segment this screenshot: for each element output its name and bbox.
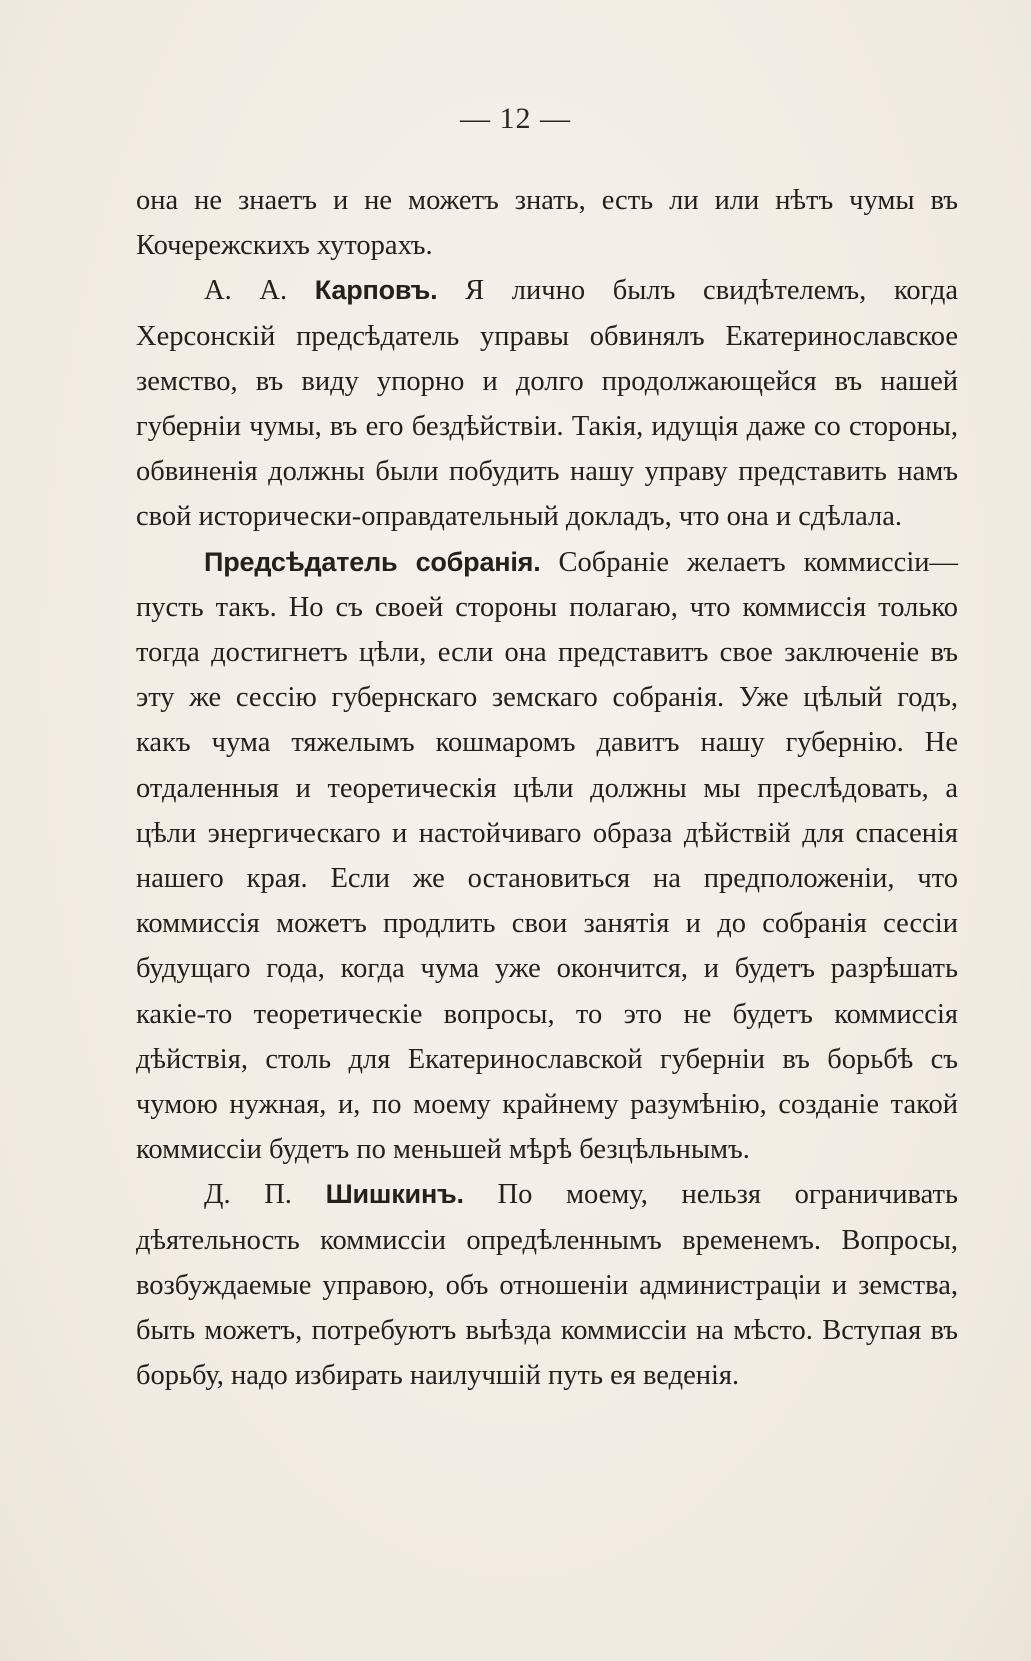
speaker-initials-shishkin: Д. П. [204, 1179, 292, 1211]
speaker-name-chairman: Предсѣдатель собранія. [204, 546, 541, 577]
speaker-name-shishkin: Шишкинъ. [325, 1179, 464, 1210]
paragraph-4 [136, 1172, 958, 1398]
paragraph-1-text: она не знаетъ и не можетъ знать, есть ли или нѣтъ чумы въ Кочережскихъ хуторахъ. [136, 185, 958, 262]
paragraph-2-text: Я лично былъ свидѣтелемъ, когда Херсонскій предсѣдатель управы обвинялъ Екатеринославское земство, въ виду упорно и долго продолжающейся въ нашей губерніи чумы, въ его бездѣйствіи. Такія, идущія даже со стороны, обвиненія должны были побудить нашу управу представить намъ свой исторически-оправдательный докладъ, что она и сдѣлала. [136, 275, 959, 533]
paragraph-3 [136, 540, 958, 1173]
speaker-initials-karpov: А. А. [204, 275, 288, 307]
paragraph-4-text: По моему, нельзя ограничивать дѣятельность коммиссіи опредѣленнымъ временемъ. Вопросы, возбуждаемые управою, объ отношеніи администраціи и земства, быть можетъ, потребуютъ выѣзда коммиссіи на мѣсто. Вступая въ борьбу, надо избирать наилучшій путь ея веденія. [136, 1179, 958, 1392]
paragraph-3-text: Собраніе желаетъ коммиссіи—пусть такъ. Но съ своей стороны полагаю, что коммиссія только тогда достигнетъ цѣли, если она представитъ свое заключеніе въ эту же сессію губернскаго земскаго собранія. Уже цѣлый годъ, какъ чума тяжелымъ кошмаромъ давитъ нашу губернію. Не отдаленныя и теоретическія цѣли должны мы преслѣдовать, а цѣли энергическаго и настойчиваго образа дѣйствій для спасенія нашего края. Если же остановиться на предположеніи, что коммиссія можетъ продлить свои занятія и до собранія сессіи будущаго года, когда чума уже окончится, и будетъ разрѣшать какіе-то теоретическіе вопросы, то это не будетъ коммиссія дѣйствія, столь для Екатеринославской губерніи въ борьбѣ съ чумою нужная, и, по моему крайнему разумѣнію, созданіе такой коммиссіи будетъ по меньшей мѣрѣ безцѣльнымъ. [136, 546, 958, 1166]
paragraph-2 [136, 268, 958, 539]
speaker-name-karpov: Карповъ. [314, 275, 438, 306]
text-body [136, 178, 958, 1398]
page-number: — 12 — [460, 102, 571, 135]
paragraph-1 [136, 178, 958, 268]
